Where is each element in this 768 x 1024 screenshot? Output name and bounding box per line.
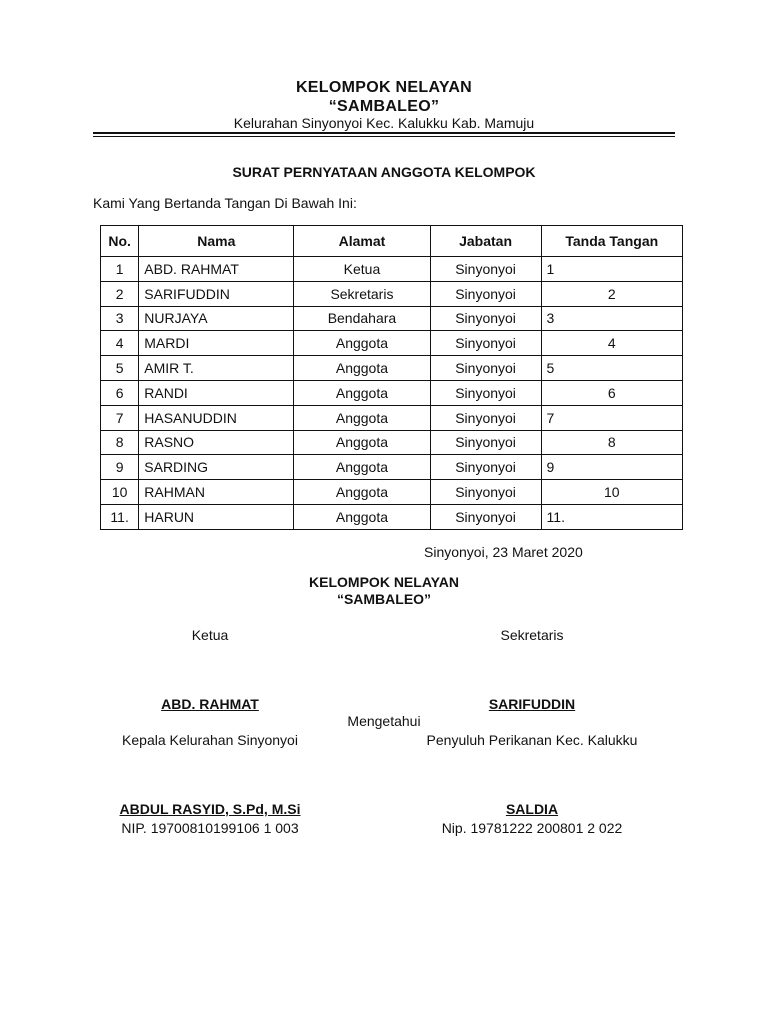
organization-title: KELOMPOK NELAYAN xyxy=(295,79,473,96)
cell-nama: HARUN xyxy=(139,504,294,529)
cell-jabatan: Sinyonyoi xyxy=(430,504,541,529)
chairman-role: Ketua xyxy=(191,627,229,643)
cell-tanda-tangan: 2 xyxy=(541,281,682,306)
cell-no: 1 xyxy=(101,257,139,282)
cell-jabatan: Sinyonyoi xyxy=(430,405,541,430)
table-header-row xyxy=(101,226,683,257)
cell-tanda-tangan: 3 xyxy=(541,306,682,331)
table-row xyxy=(101,331,683,356)
cell-jabatan: Sinyonyoi xyxy=(430,430,541,455)
cell-no: 6 xyxy=(101,380,139,405)
cell-tanda-tangan: 11. xyxy=(541,504,682,529)
cell-tanda-tangan: 9 xyxy=(541,455,682,480)
cell-nama: MARDI xyxy=(139,331,294,356)
organization-address: Kelurahan Sinyonyoi Kec. Kalukku Kab. Mamuju xyxy=(233,115,535,131)
fisheries-extension-name: SALDIA xyxy=(505,801,559,817)
cell-no: 9 xyxy=(101,455,139,480)
cell-jabatan: Sinyonyoi xyxy=(430,306,541,331)
cell-alamat: Anggota xyxy=(294,480,430,505)
cell-no: 2 xyxy=(101,281,139,306)
signature-organization-name: “SAMBALEO” xyxy=(336,591,432,607)
intro-text: Kami Yang Bertanda Tangan Di Bawah Ini: xyxy=(93,195,357,211)
village-head-title: Kepala Kelurahan Sinyonyoi xyxy=(122,732,298,748)
cell-alamat: Anggota xyxy=(294,405,430,430)
table-row xyxy=(101,430,683,455)
chairman-name: ABD. RAHMAT xyxy=(161,696,259,712)
cell-no: 4 xyxy=(101,331,139,356)
cell-jabatan: Sinyonyoi xyxy=(430,480,541,505)
cell-alamat: Anggota xyxy=(294,356,430,381)
cell-jabatan: Sinyonyoi xyxy=(430,356,541,381)
cell-alamat: Sekretaris xyxy=(294,281,430,306)
cell-nama: ABD. RAHMAT xyxy=(139,257,294,282)
cell-jabatan: Sinyonyoi xyxy=(430,257,541,282)
header-divider-thin xyxy=(93,136,675,137)
cell-tanda-tangan: 8 xyxy=(541,430,682,455)
cell-tanda-tangan: 10 xyxy=(541,480,682,505)
cell-jabatan: Sinyonyoi xyxy=(430,281,541,306)
table-row xyxy=(101,281,683,306)
table-row xyxy=(101,306,683,331)
table-row xyxy=(101,504,683,529)
cell-tanda-tangan: 4 xyxy=(541,331,682,356)
cell-nama: RASNO xyxy=(139,430,294,455)
cell-tanda-tangan: 1 xyxy=(541,257,682,282)
header-nama: Nama xyxy=(139,226,294,257)
cell-nama: NURJAYA xyxy=(139,306,294,331)
table-row xyxy=(101,380,683,405)
header-no: No. xyxy=(101,226,139,257)
cell-nama: SARIFUDDIN xyxy=(139,281,294,306)
acknowledged-label: Mengetahui xyxy=(347,713,421,729)
header-jabatan: Jabatan xyxy=(430,226,541,257)
document-title: SURAT PERNYATAAN ANGGOTA KELOMPOK xyxy=(232,164,536,180)
cell-nama: HASANUDDIN xyxy=(139,405,294,430)
header-divider-thick xyxy=(93,132,675,134)
cell-jabatan: Sinyonyoi xyxy=(430,380,541,405)
cell-no: 8 xyxy=(101,430,139,455)
cell-tanda-tangan: 5 xyxy=(541,356,682,381)
table-row xyxy=(101,257,683,282)
cell-alamat: Anggota xyxy=(294,455,430,480)
cell-no: 10 xyxy=(101,480,139,505)
village-head-name: ABDUL RASYID, S.Pd, M.Si xyxy=(119,801,301,817)
cell-alamat: Anggota xyxy=(294,380,430,405)
cell-alamat: Bendahara xyxy=(294,306,430,331)
table-row xyxy=(101,356,683,381)
table-row xyxy=(101,480,683,505)
cell-alamat: Anggota xyxy=(294,430,430,455)
cell-no: 11. xyxy=(101,504,139,529)
table-row xyxy=(101,455,683,480)
table-row xyxy=(101,405,683,430)
cell-jabatan: Sinyonyoi xyxy=(430,455,541,480)
header-alamat: Alamat xyxy=(294,226,430,257)
secretary-name: SARIFUDDIN xyxy=(488,696,576,712)
village-head-nip: NIP. 19700810199106 1 003 xyxy=(121,820,299,836)
cell-tanda-tangan: 6 xyxy=(541,380,682,405)
organization-name: “SAMBALEO” xyxy=(328,98,440,115)
secretary-role: Sekretaris xyxy=(500,627,564,643)
members-table xyxy=(100,225,683,530)
cell-no: 3 xyxy=(101,306,139,331)
cell-nama: AMIR T. xyxy=(139,356,294,381)
cell-no: 5 xyxy=(101,356,139,381)
cell-nama: RANDI xyxy=(139,380,294,405)
cell-jabatan: Sinyonyoi xyxy=(430,331,541,356)
cell-nama: SARDING xyxy=(139,455,294,480)
signing-date: Sinyonyoi, 23 Maret 2020 xyxy=(424,544,583,560)
fisheries-extension-title: Penyuluh Perikanan Kec. Kalukku xyxy=(426,732,638,748)
cell-tanda-tangan: 7 xyxy=(541,405,682,430)
header-tanda-tangan: Tanda Tangan xyxy=(541,226,682,257)
fisheries-extension-nip: Nip. 19781222 200801 2 022 xyxy=(441,820,623,836)
cell-alamat: Anggota xyxy=(294,504,430,529)
cell-alamat: Ketua xyxy=(294,257,430,282)
cell-nama: RAHMAN xyxy=(139,480,294,505)
cell-no: 7 xyxy=(101,405,139,430)
cell-alamat: Anggota xyxy=(294,331,430,356)
signature-organization-title: KELOMPOK NELAYAN xyxy=(309,574,459,590)
